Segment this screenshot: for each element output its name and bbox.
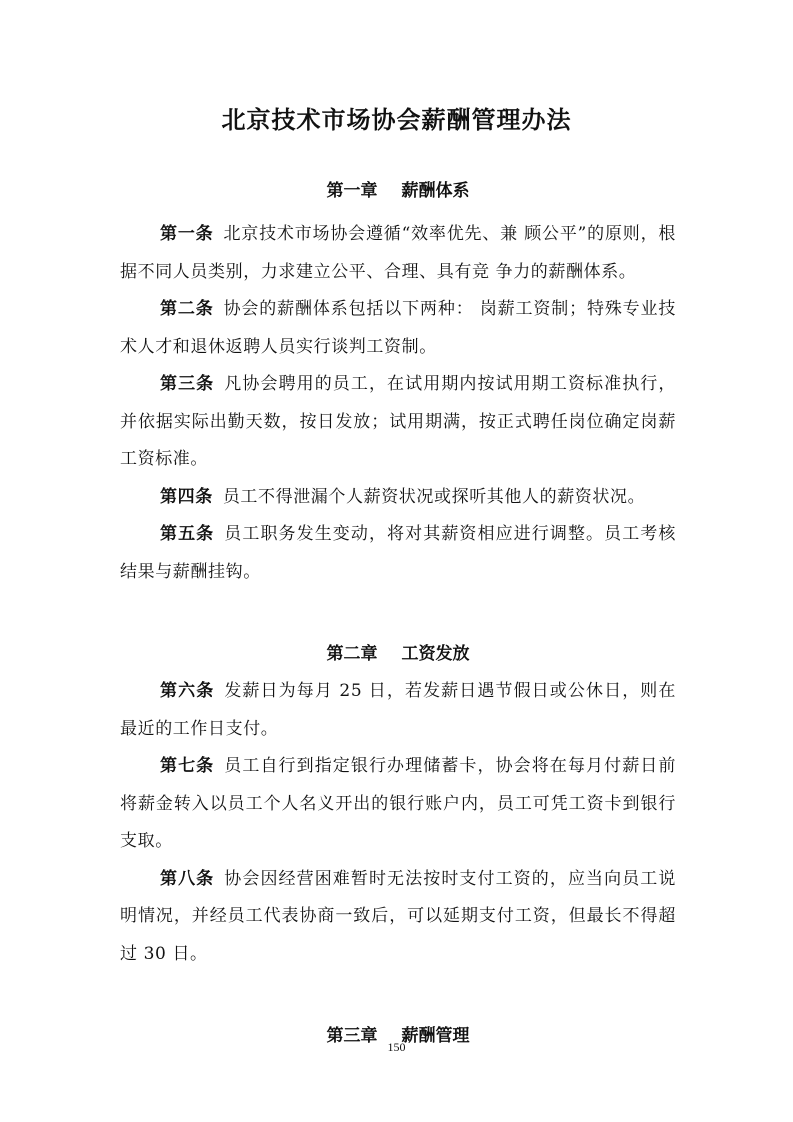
chapter-number: 第二章 xyxy=(326,644,378,664)
article-2 xyxy=(120,291,676,366)
page-number: 150 xyxy=(387,1040,406,1054)
article-label: 第二条 xyxy=(160,299,214,319)
article-text: 协会因经营困难暂时无法按时支付工资的，应当向员工说明情况，并经员工代表协商一致后，可以延期支付工资，但最长不得超过 30 日。 xyxy=(120,868,676,964)
article-4 xyxy=(120,479,676,517)
chapter-number: 第三章 xyxy=(326,1026,378,1046)
chapter-name: 工资发放 xyxy=(401,644,470,664)
article-text: 凡协会聘用的员工，在试用期内按试用期工资标准执行，并依据实际出勤天数，按日发放；试用期满，按正式聘任岗位确定岗薪工资标准。 xyxy=(120,374,676,469)
chapter-2 xyxy=(120,635,676,973)
article-1 xyxy=(120,216,676,291)
chapter-name: 薪酬体系 xyxy=(401,181,470,201)
article-text: 员工不得泄漏个人薪资状况或探听其他人的薪资状况。 xyxy=(222,486,646,507)
chapter-number: 第一章 xyxy=(326,181,378,201)
document-title: 北京技术市场协会薪酬管理办法 xyxy=(221,105,572,134)
chapter-name: 薪酬管理 xyxy=(401,1026,470,1046)
article-text: 员工自行到指定银行办理储蓄卡，协会将在每月付薪日前将薪金转入以员工个人名义开出的银行账户内，员工可凭工资卡到银行支取。 xyxy=(120,756,676,851)
document-body xyxy=(120,172,676,1055)
article-text: 协会的薪酬体系包括以下两种： 岗薪工资制；特殊专业技术人才和退休返聘人员实行谈判工资制。 xyxy=(120,299,676,357)
article-5 xyxy=(120,516,676,591)
article-label: 第六条 xyxy=(160,681,215,701)
article-7 xyxy=(120,748,676,861)
article-3 xyxy=(120,366,676,479)
article-label: 第七条 xyxy=(160,756,215,776)
article-label: 第三条 xyxy=(160,374,215,394)
chapter-title xyxy=(120,635,676,673)
article-label: 第四条 xyxy=(160,486,213,507)
article-8 xyxy=(120,861,676,974)
article-6 xyxy=(120,673,676,748)
article-text: 员工职务发生变动，将对其薪资相应进行调整。员工考核结果与薪酬挂钩。 xyxy=(120,524,676,582)
article-label: 第五条 xyxy=(160,524,215,544)
article-text: 发薪日为每月 25 日，若发薪日遇节假日或公休日，则在最近的工作日支付。 xyxy=(120,681,676,739)
article-text: 北京技术市场协会遵循“效率优先、兼 顾公平”的原则，根据不同人员类别，力求建立公平、合理、具有竞 争力的薪酬体系。 xyxy=(120,224,676,282)
article-label: 第一条 xyxy=(160,224,214,244)
chapter-title xyxy=(120,172,676,210)
chapter-1 xyxy=(120,172,676,591)
article-label: 第八条 xyxy=(160,868,215,889)
